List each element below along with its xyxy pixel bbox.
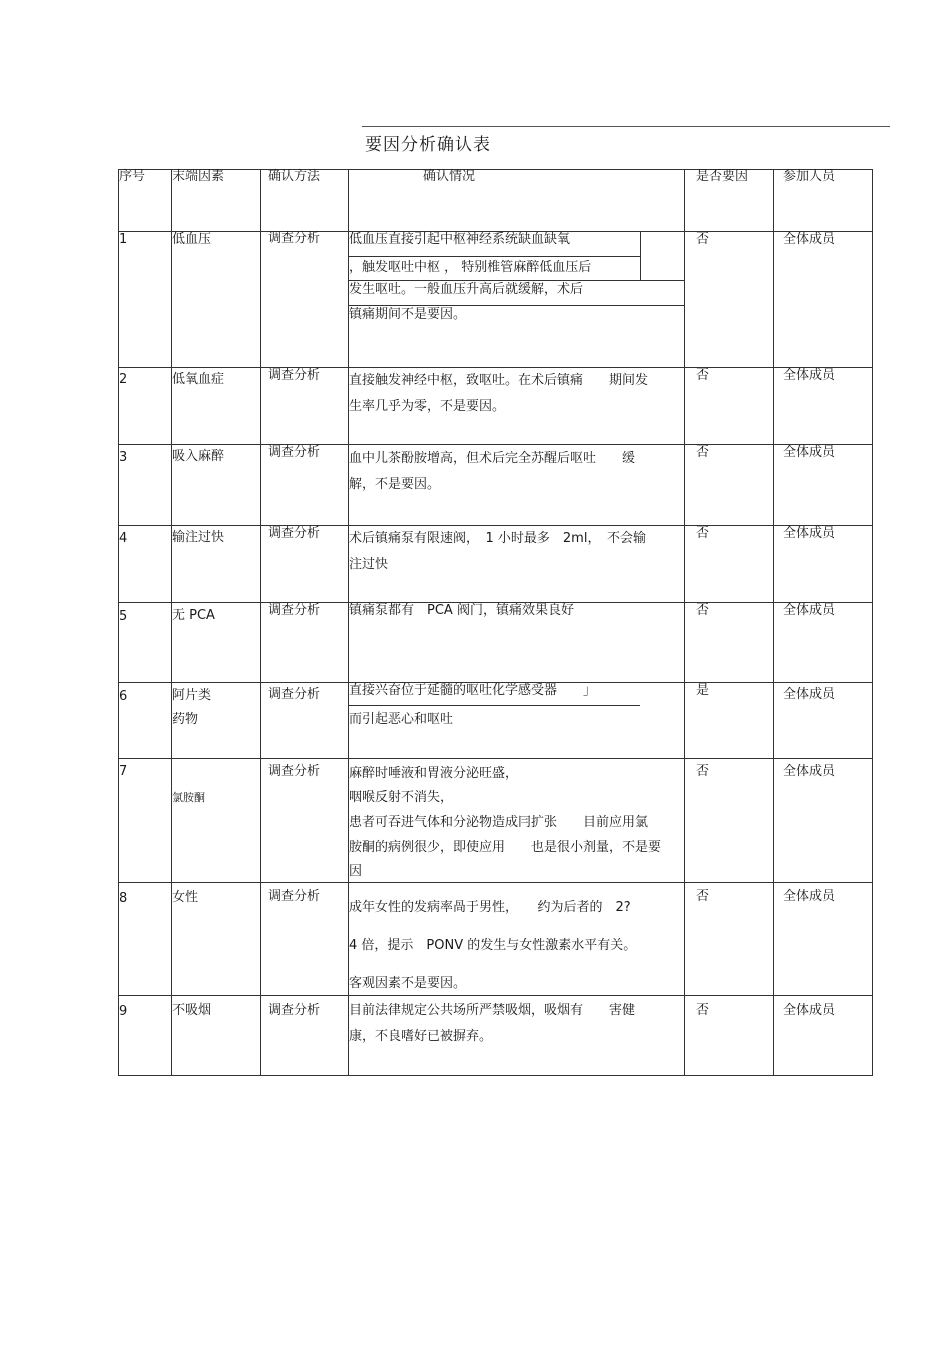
row-1-situation-line-2: ，触发呕吐中枢 ， 特别椎管麻醉低血压后 xyxy=(349,260,592,275)
row-3-participants: 全体成员 xyxy=(783,445,836,460)
row-6-factor-line-1: 阿片类 xyxy=(172,688,212,703)
inner-rule xyxy=(348,280,684,281)
row-9-is-cause: 否 xyxy=(696,1003,710,1018)
header-factor: 末端因素 xyxy=(172,169,225,184)
column-divider xyxy=(773,169,774,1076)
row-1-factor: 低血压 xyxy=(172,232,212,247)
row-7-situation-line-4: 胺酮的病例很少，即使应用 也是很小剂量，不是要 xyxy=(349,840,662,855)
row-7-factor: 氯胺酮 xyxy=(172,791,205,804)
row-6-situation-line-2: 而引起恶心和呕吐 xyxy=(349,712,454,727)
row-9-participants: 全体成员 xyxy=(783,1003,836,1018)
row-1-situation-line-3: 发生呕吐。一般血压升高后就缓解，术后 xyxy=(349,282,584,297)
row-4-is-cause: 否 xyxy=(696,526,710,541)
row-3-is-cause: 否 xyxy=(696,445,710,460)
row-9-factor: 不吸烟 xyxy=(172,1003,212,1018)
cause-analysis-table xyxy=(118,169,873,1076)
row-4-situation-line-1: 术后镇痛泵有限速阀， 1 小时最多 2ml， 不会输 xyxy=(349,531,646,546)
row-5-participants: 全体成员 xyxy=(783,603,836,618)
row-2-participants: 全体成员 xyxy=(783,368,836,383)
row-6-factor-line-2: 药物 xyxy=(172,712,199,727)
row-6-method: 调查分析 xyxy=(268,687,321,702)
row-1-seq: 1 xyxy=(119,232,128,247)
row-divider xyxy=(118,525,873,526)
row-2-situation-line-1: 直接触发神经中枢，致呕吐。在术后镇痛 期间发 xyxy=(349,373,649,388)
row-2-situation-line-2: 生率几乎为零，不是要因。 xyxy=(349,399,506,414)
row-6-situation-line-1: 直接兴奋位于延髓的呕吐化学感受器 」 xyxy=(349,683,597,698)
row-8-method: 调查分析 xyxy=(268,889,321,904)
row-1-situation-line-4: 镇痛期间不是要因。 xyxy=(349,307,467,322)
row-7-is-cause: 否 xyxy=(696,764,710,779)
top-rule xyxy=(362,126,890,127)
row-8-factor: 女性 xyxy=(172,890,199,905)
row-7-participants: 全体成员 xyxy=(783,764,836,779)
inner-rule xyxy=(348,305,684,306)
row-5-situation-line-1: 镇痛泵都有 PCA 阀门，镇痛效果良好 xyxy=(349,603,574,618)
row-7-seq: 7 xyxy=(119,764,128,779)
column-divider xyxy=(684,169,685,1076)
row-3-situation-line-2: 解，不是要因。 xyxy=(349,477,441,492)
row-4-situation-line-2: 注过快 xyxy=(349,557,389,572)
header-situation: 确认情况 xyxy=(423,169,476,184)
header-method: 确认方法 xyxy=(268,169,321,184)
page-title: 要因分析确认表 xyxy=(365,135,491,155)
row-4-seq: 4 xyxy=(119,531,128,546)
row-9-seq: 9 xyxy=(119,1004,128,1019)
inner-rule xyxy=(640,231,641,281)
column-divider xyxy=(260,169,261,1076)
row-7-situation-line-5: 因 xyxy=(349,864,363,879)
header-seq: 序号 xyxy=(119,169,146,184)
row-6-participants: 全体成员 xyxy=(783,687,836,702)
row-3-factor: 吸入麻醉 xyxy=(172,449,225,464)
inner-rule xyxy=(348,705,640,706)
row-8-seq: 8 xyxy=(119,891,128,906)
row-5-method: 调查分析 xyxy=(268,603,321,618)
row-divider xyxy=(118,758,873,759)
row-6-is-cause: 是 xyxy=(696,683,710,698)
row-4-participants: 全体成员 xyxy=(783,526,836,541)
row-1-participants: 全体成员 xyxy=(783,232,836,247)
row-3-seq: 3 xyxy=(119,450,128,465)
row-1-situation-line-1: 低血压直接引起中枢神经系统缺血缺氧 xyxy=(349,232,571,247)
row-3-situation-line-1: 血中儿茶酚胺增高，但术后完全苏醒后呕吐 缓 xyxy=(349,451,636,466)
row-9-situation-line-1: 目前法律规定公共场所严禁吸烟，吸烟有 害健 xyxy=(349,1003,636,1018)
table-border-bottom xyxy=(118,1075,873,1076)
header-is-cause: 是否要因 xyxy=(696,169,749,184)
inner-rule xyxy=(348,256,640,257)
row-divider xyxy=(118,882,873,883)
row-2-is-cause: 否 xyxy=(696,368,710,383)
row-4-method: 调查分析 xyxy=(268,526,321,541)
row-6-seq: 6 xyxy=(119,689,128,704)
header-participants: 参加人员 xyxy=(783,169,836,184)
row-4-factor: 输注过快 xyxy=(172,530,225,545)
row-9-situation-line-2: 康，不良嗜好已被摒弃。 xyxy=(349,1029,493,1044)
row-8-situation-line-1: 成年女性的发病率咼于男性， 约为后者的 2? xyxy=(349,900,631,915)
row-1-is-cause: 否 xyxy=(696,232,710,247)
row-8-participants: 全体成员 xyxy=(783,889,836,904)
row-8-situation-line-3: 客观因素不是要因。 xyxy=(349,976,467,991)
row-1-method: 调查分析 xyxy=(268,231,321,246)
row-5-factor: 无 PCA xyxy=(172,608,215,623)
row-2-method: 调查分析 xyxy=(268,368,321,383)
row-7-situation-line-1: 麻醉时唾液和胃液分泌旺盛， xyxy=(349,766,519,781)
row-7-situation-line-3: 患者可吞进气体和分泌物造成冃扩张 目前应用氯 xyxy=(349,815,649,830)
row-2-seq: 2 xyxy=(119,372,128,387)
row-divider xyxy=(118,444,873,445)
row-8-is-cause: 否 xyxy=(696,889,710,904)
row-8-situation-line-2: 4 倍，提示 PONV 的发生与女性激素水平有关。 xyxy=(349,938,637,953)
row-divider xyxy=(118,995,873,996)
row-9-method: 调查分析 xyxy=(268,1003,321,1018)
row-7-situation-line-2: 咽喉反射不消失， xyxy=(349,790,454,805)
row-5-seq: 5 xyxy=(119,609,128,624)
row-3-method: 调查分析 xyxy=(268,445,321,460)
table-border-top xyxy=(118,169,873,170)
row-7-method: 调查分析 xyxy=(268,764,321,779)
row-divider xyxy=(118,367,873,368)
row-5-is-cause: 否 xyxy=(696,603,710,618)
table-border-right xyxy=(872,169,873,1076)
row-2-factor: 低氧血症 xyxy=(172,372,225,387)
